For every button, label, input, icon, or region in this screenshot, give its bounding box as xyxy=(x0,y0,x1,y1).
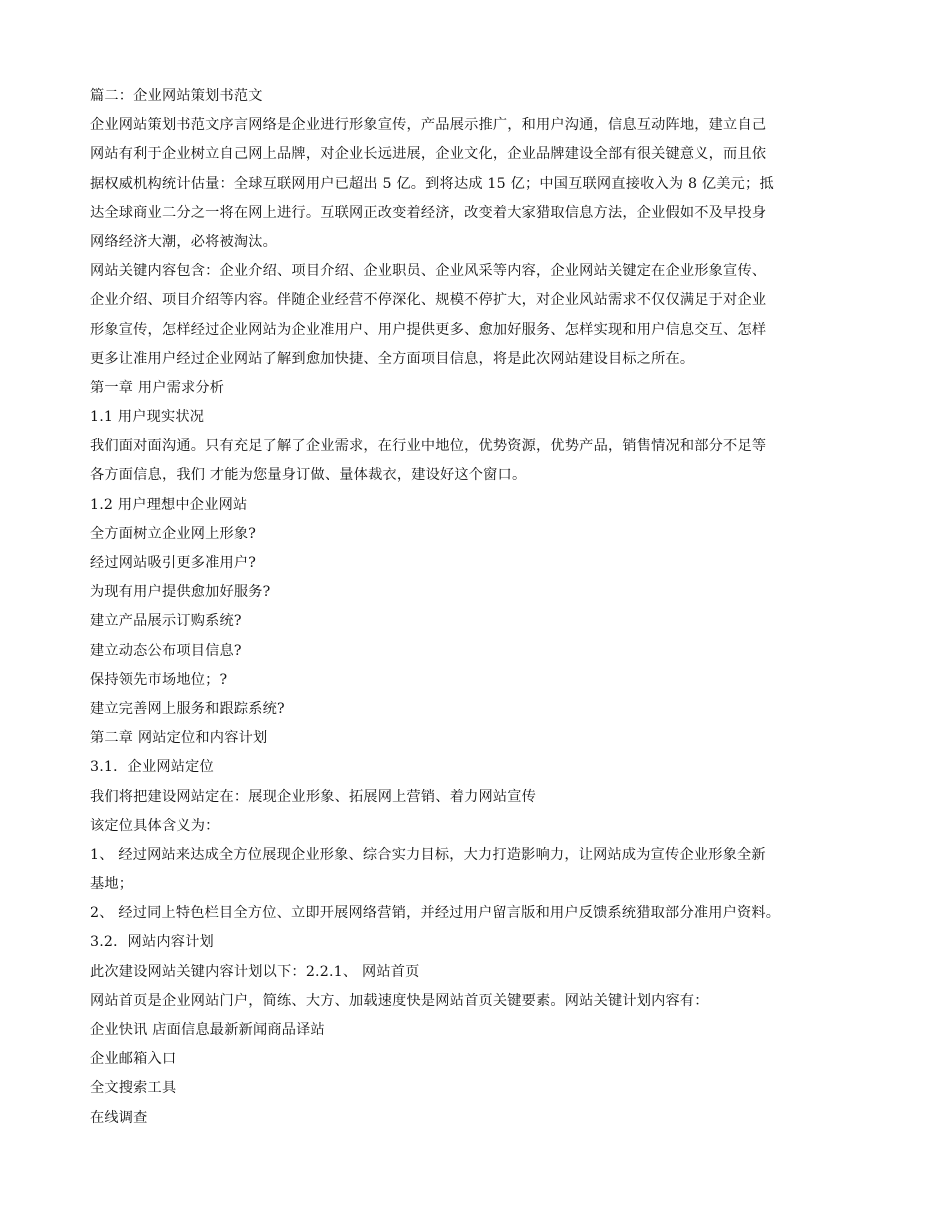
text-line: 全方面树立企业网上形象? xyxy=(90,525,257,542)
text-line: 更多让准用户经过企业网站了解到愈加快捷、全方面项目信息，将是此次网站建设目标之所在。 xyxy=(90,350,695,367)
text-line: 我们面对面沟通。只有充足了解了企业需求，在行业中地位，优势资源，优势产品，销售情况和部分不足等 xyxy=(90,438,767,455)
text-line: 1、 经过网站来达成全方位展现企业形象、综合实力目标，大力打造影响力，让网站成为宣传企业形象全新 xyxy=(90,846,766,863)
text-line: 经过网站吸引更多准用户? xyxy=(90,555,257,571)
text-line: 保持领先市场地位；? xyxy=(90,671,228,688)
text-line: 企业快讯 店面信息最新新闻商品译站 xyxy=(90,1022,325,1038)
text-line: 此次建设网站关键内容计划以下：2.2.1、 网站首页 xyxy=(90,963,420,980)
text-line: 3.1．企业网站定位 xyxy=(90,759,214,776)
text-line: 建立动态公布项目信息? xyxy=(90,642,242,659)
text-line: 在线调查 xyxy=(90,1109,148,1126)
document-body xyxy=(90,86,880,1137)
text-line: 1.1 用户现实状况 xyxy=(90,409,205,426)
text-line: 达全球商业二分之一将在网上进行。互联网正改变着经济，改变着大家猎取信息方法，企业假如不及早投身 xyxy=(90,204,767,221)
text-line: 各方面信息，我们 才能为您量身订做、量体裁衣，建设好这个窗口。 xyxy=(90,467,527,484)
text-line: 为现有用户提供愈加好服务? xyxy=(90,584,271,601)
text-line: 第一章 用户需求分析 xyxy=(90,379,225,396)
text-line: 网站首页是企业网站门户，简练、大方、加载速度快是网站首页关键要素。网站关键计划内容有： xyxy=(90,992,709,1009)
text-line: 企业邮箱入口 xyxy=(90,1051,177,1068)
text-line: 基地； xyxy=(90,876,134,893)
text-line: 企业介绍、项目介绍等内容。伴随企业经营不停深化、规模不停扩大，对企业风站需求不仅仅满足于对企业 xyxy=(90,292,767,309)
text-line: 网络经济大潮，必将被淘汰。 xyxy=(90,233,278,250)
text-line: 篇二：企业网站策划书范文 xyxy=(90,88,263,104)
text-line: 建立产品展示订购系统? xyxy=(90,613,242,630)
text-line: 建立完善网上服务和跟踪系统? xyxy=(90,700,285,717)
text-line: 2、 经过同上特色栏目全方位、立即开展网络营销，并经过用户留言版和用户反馈系统猎取部分准用户资料。 xyxy=(90,905,781,922)
text-line: 全文搜索工具 xyxy=(90,1080,177,1097)
text-line: 企业网站策划书范文序言网络是企业进行形象宣传，产品展示推广，和用户沟通，信息互动阵地，建立自己 xyxy=(90,117,767,134)
text-line: 3.2．网站内容计划 xyxy=(90,934,214,951)
text-line: 第二章 网站定位和内容计划 xyxy=(90,730,268,747)
text-line: 形象宣传，怎样经过企业网站为企业准用户、用户提供更多、愈加好服务、怎样实现和用户信息交互、怎样 xyxy=(90,321,767,338)
text-line: 该定位具体含义为： xyxy=(90,817,220,834)
text-line: 据权威机构统计估量：全球互联网用户已超出 5 亿。到将达成 15 亿；中国互联网直接收入为 8 亿美元；抵 xyxy=(90,175,774,192)
text-line: 网站有利于企业树立自己网上品牌，对企业长远进展，企业文化，企业品牌建设全部有很关键意义，而且依 xyxy=(90,146,767,163)
text-line: 网站关键内容包含：企业介绍、项目介绍、企业职员、企业风采等内容，企业网站关键定在企业形象宣传、 xyxy=(90,263,767,280)
text-line: 我们将把建设网站定在：展现企业形象、拓展网上营销、着力网站宣传 xyxy=(90,788,537,805)
text-line: 1.2 用户理想中企业网站 xyxy=(90,496,248,513)
